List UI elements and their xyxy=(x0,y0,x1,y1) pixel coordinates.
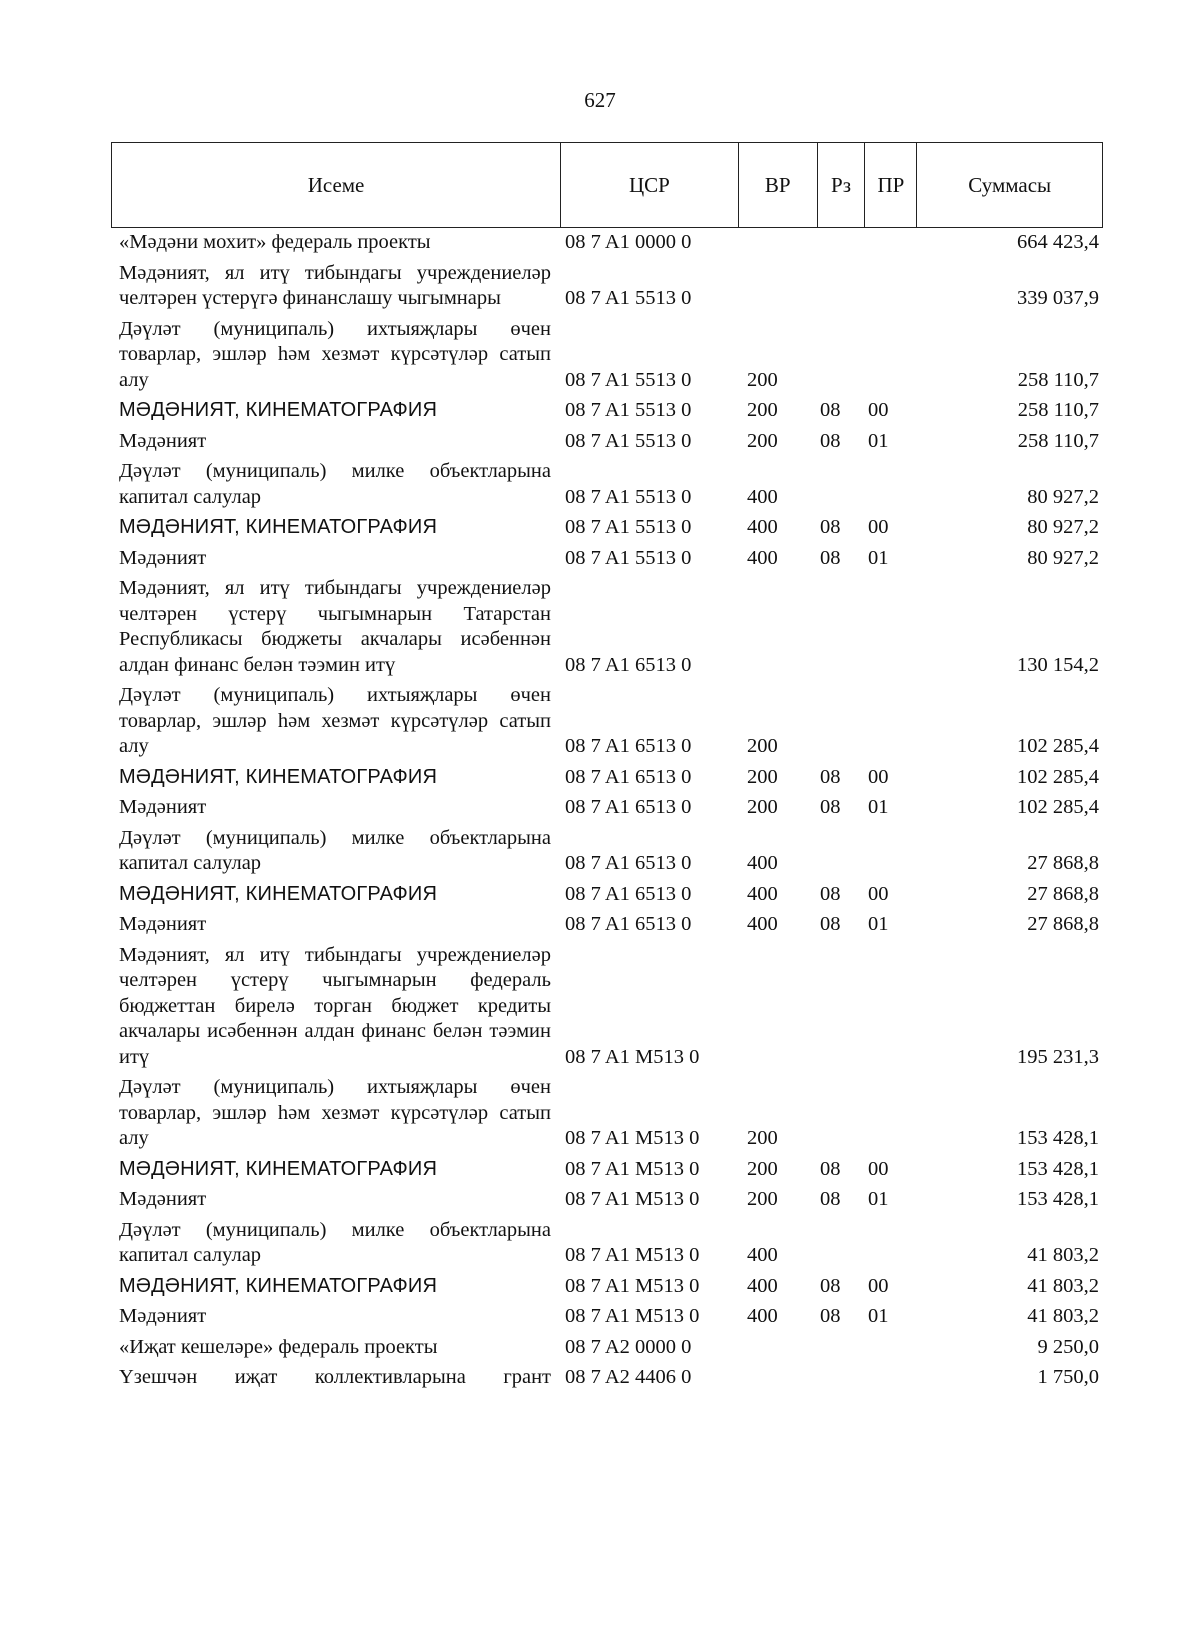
row-vr: 200 xyxy=(747,1127,778,1149)
table-row xyxy=(119,1187,1099,1213)
row-csr: 08 7 A1 6513 0 xyxy=(565,735,692,757)
row-pr: 00 xyxy=(868,1157,889,1180)
row-csr: 08 7 A1 M513 0 xyxy=(565,1244,700,1266)
row-name: Дәүләт (муниципаль) ихтыяҗлары өчен товарлар, эшләр һәм хезмәт күрсәтүләр сатып алу xyxy=(119,317,551,391)
row-rz: 08 xyxy=(820,429,841,452)
row-rz: 08 xyxy=(820,796,841,818)
row-csr: 08 7 A1 5513 0 xyxy=(565,485,692,508)
row-vr: 400 xyxy=(747,913,778,935)
table-row xyxy=(119,230,1099,256)
page-number: 627 xyxy=(584,88,616,112)
row-vr: 400 xyxy=(747,882,778,905)
row-vr: 200 xyxy=(747,368,778,391)
row-vr: 200 xyxy=(747,735,778,757)
row-vr: 400 xyxy=(747,546,778,569)
table-row xyxy=(119,1274,1099,1300)
row-rz: 08 xyxy=(820,765,841,788)
row-csr: 08 7 A1 6513 0 xyxy=(565,882,692,905)
table-row xyxy=(119,261,1099,312)
row-sum: 27 868,8 xyxy=(1027,882,1099,905)
row-vr: 400 xyxy=(747,1305,778,1327)
row-rz: 08 xyxy=(820,399,841,421)
row-name: Мәдәният xyxy=(119,429,207,452)
row-csr: 08 7 A1 M513 0 xyxy=(565,1188,700,1210)
row-name: Мәдәният, ял итү тибындагы учреждениеләр челтәрен үстерүгә финанслашу чыгымнары xyxy=(119,261,551,309)
table-row xyxy=(119,912,1099,938)
row-sum: 1 750,0 xyxy=(1037,1366,1099,1388)
table-row xyxy=(119,1335,1099,1361)
header-pr: ПР xyxy=(865,143,917,227)
row-csr: 08 7 A1 M513 0 xyxy=(565,1305,700,1327)
row-pr: 01 xyxy=(868,1188,889,1210)
row-csr: 08 7 A1 0000 0 xyxy=(565,231,692,253)
table-row xyxy=(119,1218,1099,1269)
row-rz: 08 xyxy=(820,882,841,905)
row-csr: 08 7 A1 M513 0 xyxy=(565,1274,700,1297)
row-sum: 27 868,8 xyxy=(1027,913,1099,935)
row-rz: 08 xyxy=(820,516,841,538)
row-sum: 153 428,1 xyxy=(1017,1157,1099,1180)
row-sum: 27 868,8 xyxy=(1027,852,1099,874)
table-row xyxy=(119,1075,1099,1152)
row-csr: 08 7 A1 M513 0 xyxy=(565,1127,700,1149)
row-csr: 08 7 A1 6513 0 xyxy=(565,796,692,818)
row-csr: 08 7 A1 6513 0 xyxy=(565,653,692,676)
row-csr: 08 7 A1 5513 0 xyxy=(565,399,692,421)
row-name: МӘДӘНИЯТ, КИНЕМАТОГРАФИЯ xyxy=(119,1274,438,1297)
row-rz: 08 xyxy=(820,1188,841,1210)
row-vr: 200 xyxy=(747,1188,778,1210)
row-name: МӘДӘНИЯТ, КИНЕМАТОГРАФИЯ xyxy=(119,882,438,905)
row-csr: 08 7 A1 5513 0 xyxy=(565,429,692,452)
row-name: МӘДӘНИЯТ, КИНЕМАТОГРАФИЯ xyxy=(119,399,438,421)
row-sum: 258 110,7 xyxy=(1017,368,1099,391)
row-csr: 08 7 A2 4406 0 xyxy=(565,1366,692,1388)
table-row xyxy=(119,398,1099,424)
table-row xyxy=(119,1365,1099,1391)
row-pr: 01 xyxy=(868,1305,889,1327)
table-row xyxy=(119,1304,1099,1330)
table-body xyxy=(119,230,1099,1396)
row-sum: 102 285,4 xyxy=(1017,735,1099,757)
row-sum: 80 927,2 xyxy=(1027,546,1099,569)
row-name: МӘДӘНИЯТ, КИНЕМАТОГРАФИЯ xyxy=(119,765,438,788)
row-name: «Мәдәни мохит» федераль проекты xyxy=(119,231,431,253)
row-name: Мәдәният, ял итү тибындагы учреждениеләр челтәрен үстерү чыгымнарын Татарстан Республикасы бюджеты акчалары исәбеннән алдан финанс белән тәэмин итү xyxy=(119,577,551,676)
row-csr: 08 7 A1 6513 0 xyxy=(565,852,692,874)
row-vr: 400 xyxy=(747,1244,778,1266)
row-sum: 153 428,1 xyxy=(1017,1127,1099,1149)
row-pr: 00 xyxy=(868,399,889,421)
row-name: Мәдәният, ял итү тибындагы учреждениеләр челтәрен үстерү чыгымнарын федераль бюджеттан бирелә торган бюджет кредиты акчалары исәбеннән алдан финанс белән тәэмин итү xyxy=(119,943,551,1068)
row-name: Дәүләт (муниципаль) милке объектларына капитал салулар xyxy=(119,826,551,874)
row-name: «Иҗат кешеләре» федераль проекты xyxy=(119,1335,438,1358)
row-csr: 08 7 A1 M513 0 xyxy=(565,1157,700,1180)
row-sum: 9 250,0 xyxy=(1037,1335,1099,1358)
row-rz: 08 xyxy=(820,546,841,569)
row-sum: 41 803,2 xyxy=(1027,1305,1099,1327)
table-row xyxy=(119,882,1099,908)
row-pr: 01 xyxy=(868,913,889,935)
row-csr: 08 7 A1 M513 0 xyxy=(565,1045,700,1068)
row-name: Мәдәният xyxy=(119,1188,207,1210)
row-sum: 41 803,2 xyxy=(1027,1274,1099,1297)
header-csr: ЦСР xyxy=(561,143,739,227)
row-rz: 08 xyxy=(820,913,841,935)
table-row xyxy=(119,943,1099,1071)
row-name: Мәдәният xyxy=(119,796,207,818)
row-pr: 01 xyxy=(868,796,889,818)
table-row xyxy=(119,429,1099,455)
row-sum: 41 803,2 xyxy=(1027,1244,1099,1266)
row-name: Мәдәният xyxy=(119,546,207,569)
row-rz: 08 xyxy=(820,1305,841,1327)
row-vr: 200 xyxy=(747,796,778,818)
row-sum: 80 927,2 xyxy=(1027,485,1099,508)
table-row xyxy=(119,546,1099,572)
row-sum: 80 927,2 xyxy=(1027,516,1099,538)
table-header xyxy=(111,142,1103,228)
row-csr: 08 7 A1 5513 0 xyxy=(565,287,692,309)
row-name: МӘДӘНИЯТ, КИНЕМАТОГРАФИЯ xyxy=(119,516,438,538)
row-csr: 08 7 A1 6513 0 xyxy=(565,913,692,935)
row-sum: 130 154,2 xyxy=(1017,653,1099,676)
table-row xyxy=(119,459,1099,510)
row-name: Мәдәният xyxy=(119,913,207,935)
row-name: Үзешчән иҗат коллективларына грант xyxy=(119,1366,551,1388)
table-row xyxy=(119,795,1099,821)
row-pr: 01 xyxy=(868,429,889,452)
table-row xyxy=(119,317,1099,394)
row-sum: 664 423,4 xyxy=(1017,231,1099,253)
row-vr: 400 xyxy=(747,516,778,538)
row-rz: 08 xyxy=(820,1157,841,1180)
header-vr: ВР xyxy=(739,143,818,227)
row-sum: 339 037,9 xyxy=(1017,287,1099,309)
row-sum: 153 428,1 xyxy=(1017,1188,1099,1210)
row-name: Дәүләт (муниципаль) ихтыяҗлары өчен товарлар, эшләр һәм хезмәт күрсәтүләр сатып алу xyxy=(119,1076,551,1149)
row-pr: 00 xyxy=(868,882,889,905)
table-row xyxy=(119,683,1099,760)
row-pr: 00 xyxy=(868,1274,889,1297)
row-name: МӘДӘНИЯТ, КИНЕМАТОГРАФИЯ xyxy=(119,1157,438,1180)
row-vr: 200 xyxy=(747,399,778,421)
row-vr: 200 xyxy=(747,765,778,788)
row-vr: 400 xyxy=(747,485,778,508)
row-pr: 00 xyxy=(868,516,889,538)
row-vr: 400 xyxy=(747,1274,778,1297)
row-pr: 01 xyxy=(868,546,889,569)
header-rz: Рз xyxy=(818,143,866,227)
row-sum: 258 110,7 xyxy=(1017,429,1099,452)
row-vr: 200 xyxy=(747,429,778,452)
row-name: Мәдәният xyxy=(119,1305,207,1327)
row-name: Дәүләт (муниципаль) милке объектларына капитал салулар xyxy=(119,460,551,508)
row-csr: 08 7 A1 5513 0 xyxy=(565,368,692,391)
row-sum: 195 231,3 xyxy=(1017,1045,1099,1068)
row-name: Дәүләт (муниципаль) ихтыяҗлары өчен товарлар, эшләр һәм хезмәт күрсәтүләр сатып алу xyxy=(119,684,551,757)
row-csr: 08 7 A2 0000 0 xyxy=(565,1335,692,1358)
header-sum: Суммасы xyxy=(968,172,1052,197)
row-sum: 102 285,4 xyxy=(1017,765,1099,788)
row-sum: 258 110,7 xyxy=(1017,399,1099,421)
row-csr: 08 7 A1 5513 0 xyxy=(565,546,692,569)
row-vr: 200 xyxy=(747,1157,778,1180)
row-sum: 102 285,4 xyxy=(1017,796,1099,818)
row-csr: 08 7 A1 5513 0 xyxy=(565,516,692,538)
header-name: Исеме xyxy=(112,143,561,227)
table-row xyxy=(119,515,1099,541)
table-row xyxy=(119,826,1099,877)
row-csr: 08 7 A1 6513 0 xyxy=(565,765,692,788)
table-row xyxy=(119,765,1099,791)
row-name: Дәүләт (муниципаль) милке объектларына капитал салулар xyxy=(119,1218,551,1266)
row-rz: 08 xyxy=(820,1274,841,1297)
row-vr: 400 xyxy=(747,852,778,874)
row-pr: 00 xyxy=(868,765,889,788)
table-row xyxy=(119,576,1099,678)
table-row xyxy=(119,1157,1099,1183)
